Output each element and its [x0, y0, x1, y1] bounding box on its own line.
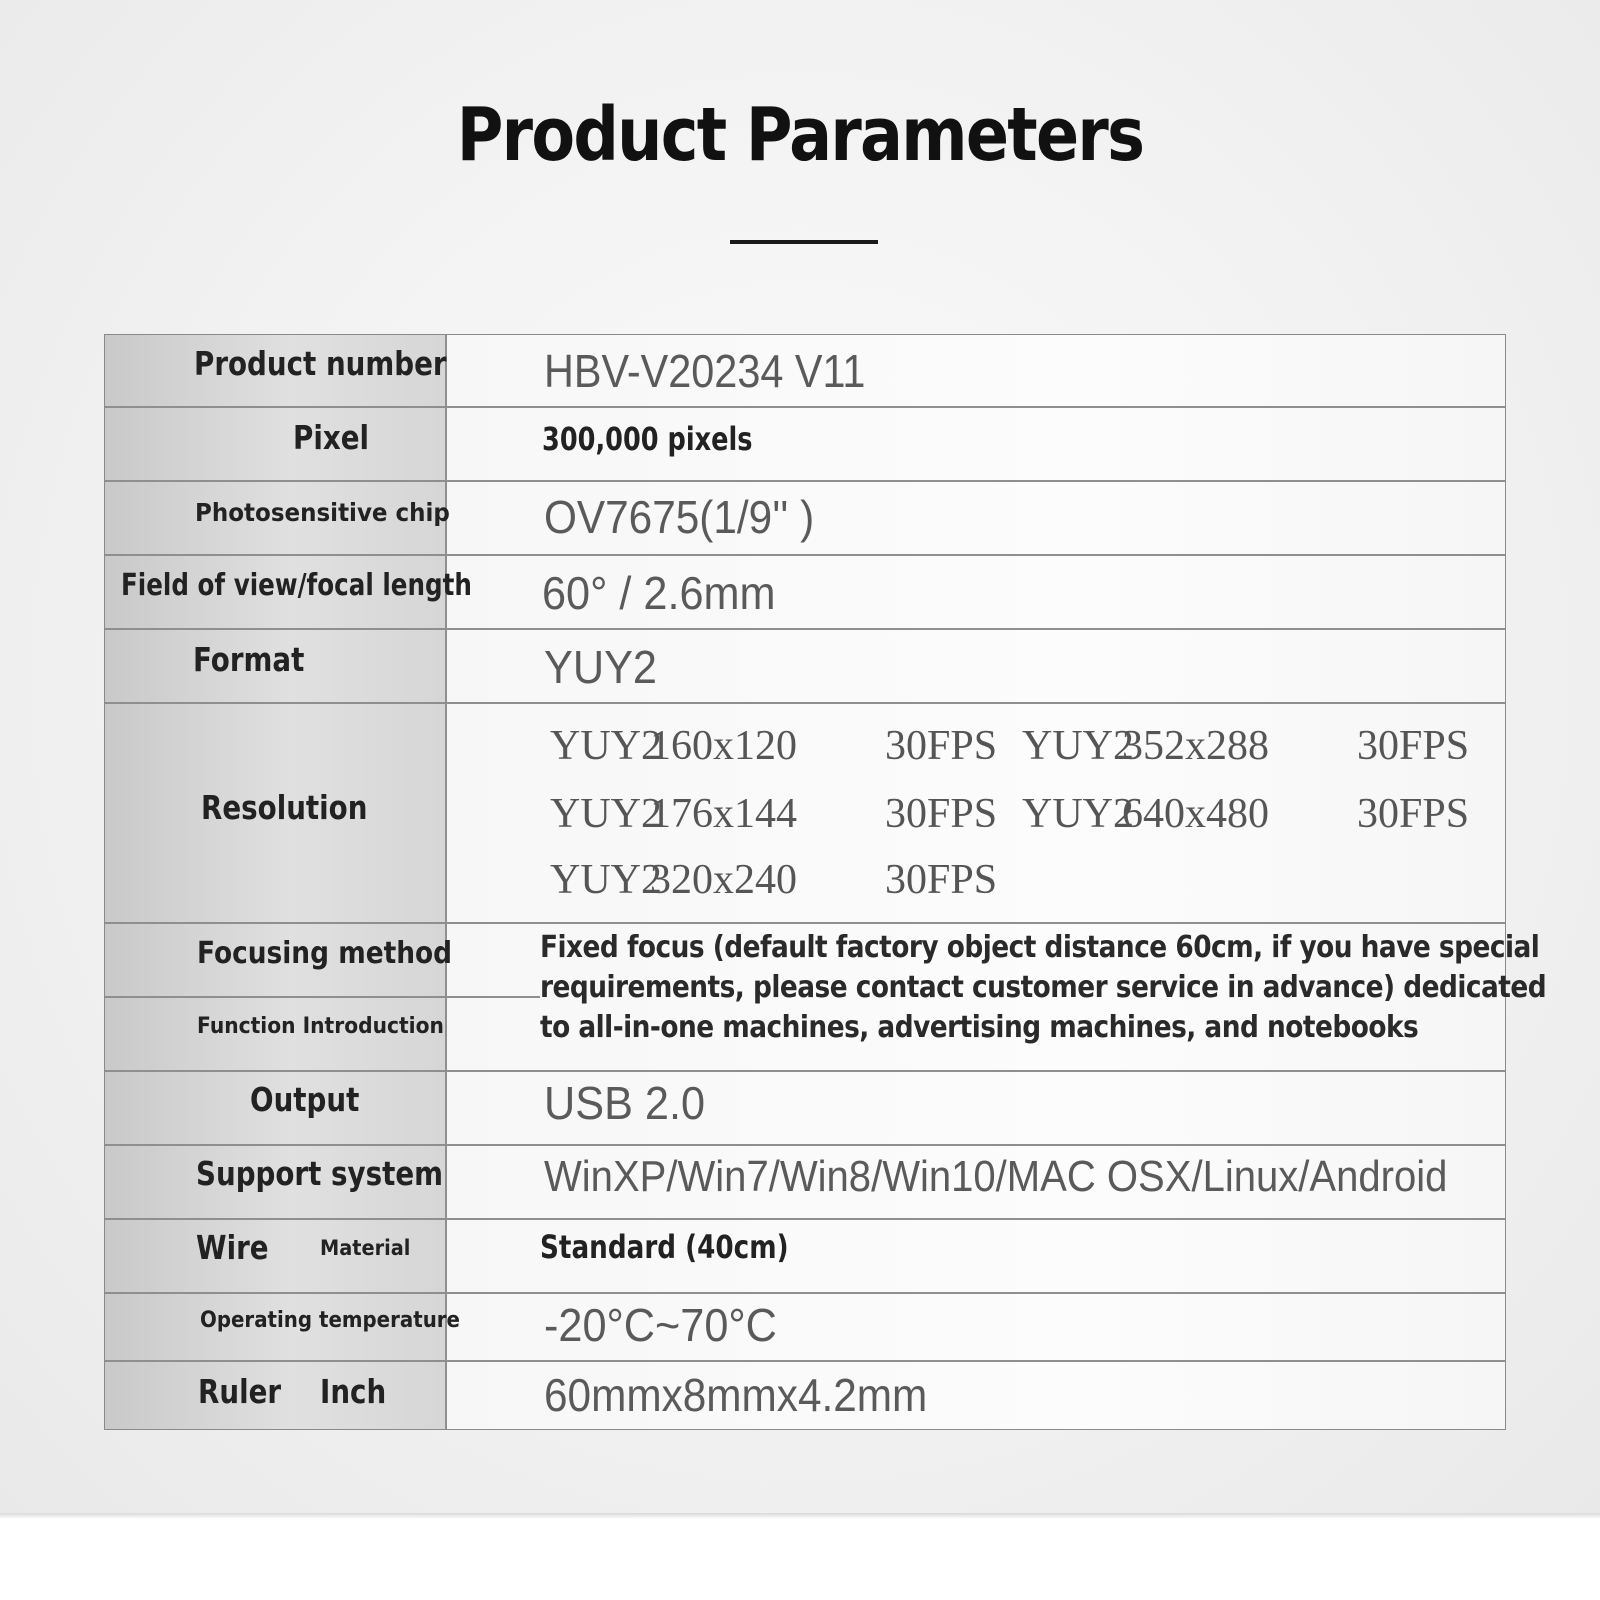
ruler-label: Ruler: [198, 1372, 282, 1411]
format-label: Format: [193, 640, 305, 679]
support-system-value: WinXP/Win7/Win8/Win10/MAC OSX/Linux/Android: [544, 1152, 1448, 1201]
resolution-fps: 30FPS: [885, 723, 998, 769]
output-label: Output: [250, 1080, 360, 1119]
resolution-fps: 30FPS: [1357, 791, 1470, 837]
product-number-label: Product number: [194, 344, 447, 383]
resolution-size: 160x120: [650, 723, 797, 769]
focusing-method-description: [540, 928, 1547, 1048]
photosensitive-chip-value: OV7675(1/9'' ): [544, 491, 815, 543]
panel-edge: [0, 1513, 1600, 1519]
product-number-value: HBV-V20234 V11: [544, 345, 866, 397]
pixel-label: Pixel: [293, 418, 370, 457]
resolution-format: YUY2: [1022, 791, 1134, 837]
description-line: requirements, please contact customer service in advance) dedicated: [540, 970, 1547, 1005]
resolution-format: YUY2: [550, 791, 662, 837]
field-of-view-value: 60° / 2.6mm: [542, 567, 776, 619]
resolution-size: 352x288: [1122, 723, 1269, 769]
pixel-value: 300,000 pixels: [542, 420, 753, 458]
support-system-label: Support system: [196, 1154, 444, 1193]
resolution-format: YUY2: [550, 723, 662, 769]
resolution-size: 176x144: [650, 791, 797, 837]
wire-material-sublabel: Material: [320, 1236, 411, 1260]
ruler-value: 60mmx8mmx4.2mm: [544, 1369, 928, 1421]
wire-value: Standard (40cm): [540, 1228, 789, 1266]
ruler-inch-sublabel: Inch: [320, 1372, 387, 1411]
operating-temperature-label: Operating temperature: [200, 1308, 460, 1333]
field-of-view-label: Field of view/focal length: [121, 568, 472, 603]
resolution-format: YUY2: [1022, 723, 1134, 769]
photosensitive-chip-label: Photosensitive chip: [195, 498, 450, 527]
resolution-fps: 30FPS: [885, 791, 998, 837]
format-value: YUY2: [544, 641, 657, 693]
focusing-method-label: Focusing method: [197, 936, 453, 971]
resolution-fps: 30FPS: [1357, 723, 1470, 769]
wire-label: Wire: [196, 1228, 269, 1267]
function-introduction-label: Function Introduction: [197, 1014, 444, 1039]
output-value: USB 2.0: [544, 1077, 706, 1129]
resolution-format: YUY2: [550, 857, 662, 903]
title-underline: [730, 240, 878, 244]
description-line: Fixed focus (default factory object distance 60cm, if you have special: [540, 930, 1540, 965]
resolution-size: 320x240: [650, 857, 797, 903]
resolution-size: 640x480: [1122, 791, 1269, 837]
description-line: to all-in-one machines, advertising machines, and notebooks: [540, 1010, 1419, 1045]
resolution-fps: 30FPS: [885, 857, 998, 903]
page-title: Product Parameters: [456, 92, 1144, 178]
operating-temperature-value: -20°C~70°C: [544, 1299, 777, 1351]
resolution-label: Resolution: [201, 788, 368, 827]
